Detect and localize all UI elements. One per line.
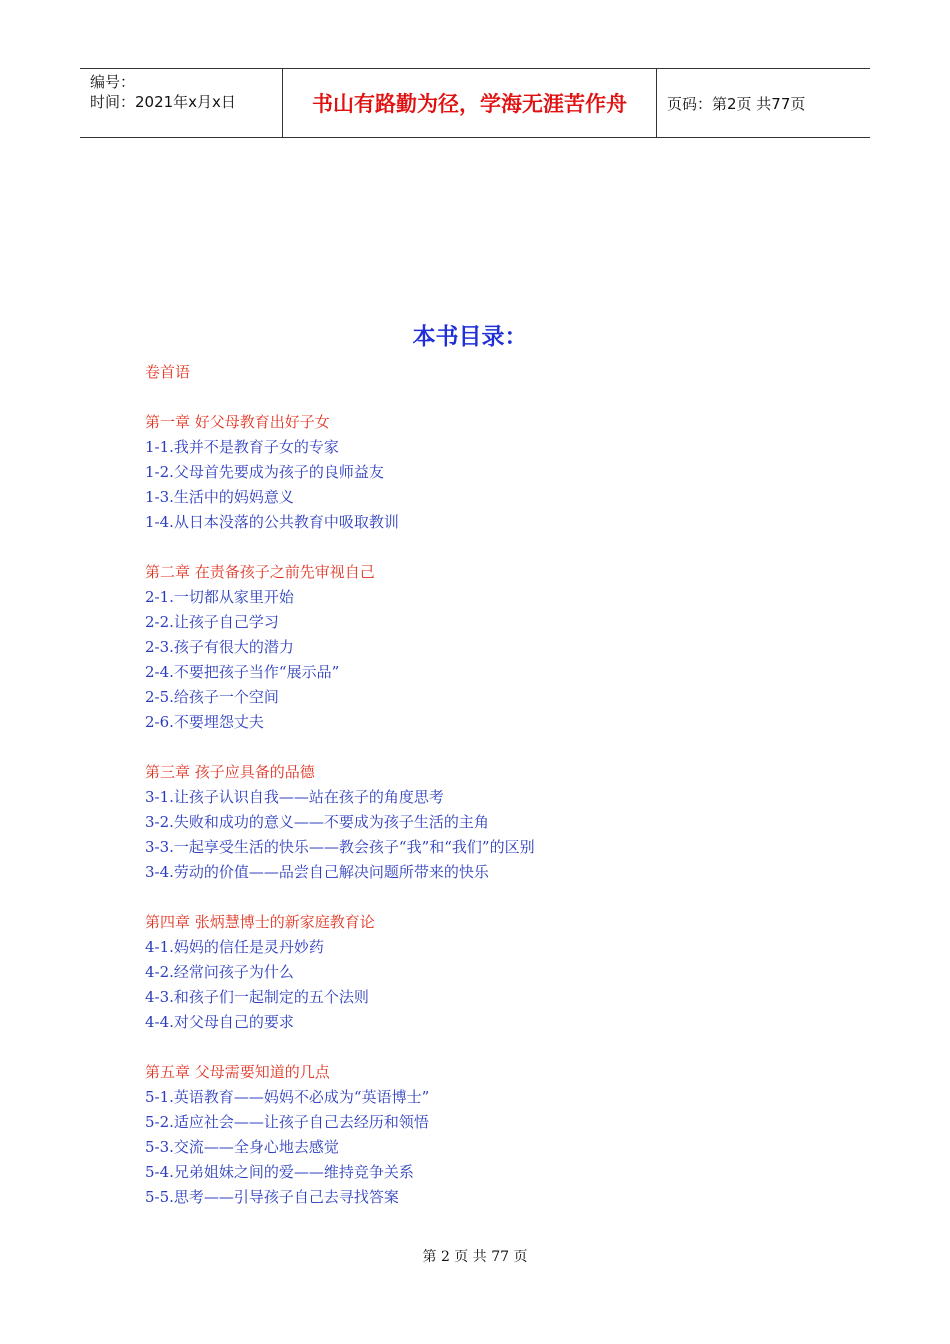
toc-item: 1-3.生活中的妈妈意义 — [145, 488, 294, 506]
header-page-info: 页码：第2页 共77页 — [667, 94, 806, 113]
page-header — [80, 68, 870, 138]
toc-item: 2-2.让孩子自己学习 — [145, 613, 279, 631]
chapter-title: 第四章 张炳慧博士的新家庭教育论 — [145, 913, 375, 931]
toc-item: 2-6.不要埋怨丈夫 — [145, 713, 264, 731]
toc-item: 2-3.孩子有很大的潜力 — [145, 638, 294, 656]
toc-item: 3-4.劳动的价值——品尝自己解决问题所带来的快乐 — [145, 863, 489, 881]
toc-item: 5-2.适应社会——让孩子自己去经历和领悟 — [145, 1113, 429, 1131]
toc-item: 5-3.交流——全身心地去感觉 — [145, 1138, 339, 1156]
header-motto: 书山有路勤为径，学海无涯苦作舟 — [282, 69, 657, 137]
toc-item: 3-2.失败和成功的意义——不要成为孩子生活的主角 — [145, 813, 489, 831]
table-of-contents — [145, 360, 865, 1210]
chapter-title: 第一章 好父母教育出好子女 — [145, 413, 330, 431]
toc-item: 2-1.一切都从家里开始 — [145, 588, 294, 606]
toc-preface: 卷首语 — [145, 363, 191, 381]
toc-item: 3-3.一起享受生活的快乐——教会孩子“我”和“我们”的区别 — [145, 838, 535, 856]
header-meta — [80, 69, 282, 137]
chapter-title: 第二章 在责备孩子之前先审视自己 — [145, 563, 375, 581]
toc-item: 1-2.父母首先要成为孩子的良师益友 — [145, 463, 384, 481]
toc-item: 4-3.和孩子们一起制定的五个法则 — [145, 988, 369, 1006]
toc-item: 5-4.兄弟姐妹之间的爱——维持竞争关系 — [145, 1163, 414, 1181]
toc-item: 2-5.给孩子一个空间 — [145, 688, 279, 706]
toc-item: 2-4.不要把孩子当作“展示品” — [145, 663, 340, 681]
chapter-title: 第五章 父母需要知道的几点 — [145, 1063, 330, 1081]
toc-item: 4-4.对父母自己的要求 — [145, 1013, 294, 1031]
toc-item: 1-4.从日本没落的公共教育中吸取教训 — [145, 513, 399, 531]
toc-item: 5-5.思考——引导孩子自己去寻找答案 — [145, 1188, 399, 1206]
toc-item: 5-1.英语教育——妈妈不必成为“英语博士” — [145, 1088, 430, 1106]
toc-item: 4-1.妈妈的信任是灵丹妙药 — [145, 938, 324, 956]
toc-item: 3-1.让孩子认识自我——站在孩子的角度思考 — [145, 788, 444, 806]
chapter-title: 第三章 孩子应具备的品德 — [145, 763, 315, 781]
toc-title: 本书目录： — [412, 324, 528, 350]
toc-item: 1-1.我并不是教育子女的专家 — [145, 438, 339, 456]
time-label: 时间：2021年x月x日 — [90, 93, 236, 111]
page-footer: 第 2 页 共 77 页 — [422, 1249, 528, 1265]
toc-item: 4-2.经常问孩子为什么 — [145, 963, 294, 981]
number-label: 编号： — [90, 73, 136, 91]
